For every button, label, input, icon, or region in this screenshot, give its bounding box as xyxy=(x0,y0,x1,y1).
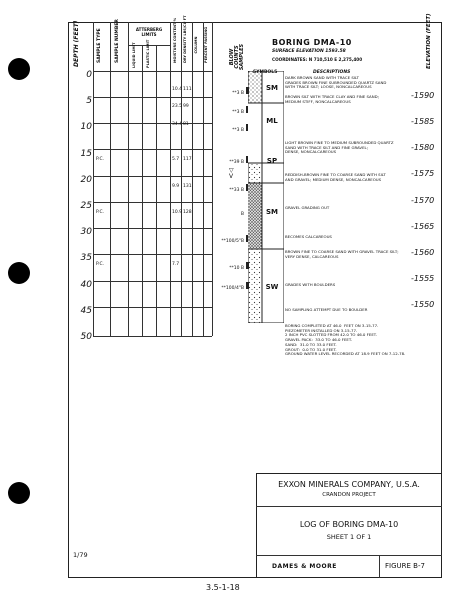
coordinates: COORDINATES: N 710,510 E 2,275,400 xyxy=(272,57,363,62)
stratum-description: DARK BROWN SAND WITH TRACE SILT GRADES BROWN FINE SUBROUNDED QUARTZ SAND WITH TRACE SILT; LOOSE, NONCALCAREOUS xyxy=(285,75,387,90)
row-line xyxy=(93,254,212,255)
dry-density-header: DRY DENSITY LBS/CU FT xyxy=(183,15,187,63)
sample-type-header: SAMPLE TYPE xyxy=(97,28,102,63)
row-line xyxy=(93,149,212,150)
percent-passing-header: PERCENT PASSING xyxy=(204,26,208,63)
elevation-label: -1585 xyxy=(411,117,435,126)
stratum-description: GRADES WITH BOULDERS xyxy=(285,282,336,287)
uscs-symbol: SP xyxy=(266,157,278,165)
blow-count: **10 B xyxy=(229,266,244,271)
title-block-divider xyxy=(256,506,442,507)
plastic-limit-header: PLASTIC LIMIT xyxy=(146,39,150,68)
blow-count: **100/5"B xyxy=(221,239,244,244)
depth-label: 30 xyxy=(80,227,92,237)
stratum-description: BROWN FINE TO COARSE SAND WITH GRAVEL TRACE SILT; VERY DENSE, CALCAREOUS xyxy=(285,249,399,259)
depth-label: 35 xyxy=(80,253,92,263)
density-value: 81 xyxy=(183,122,189,127)
blow-count: **100/4"B xyxy=(221,286,244,291)
row-line xyxy=(93,176,212,177)
elevation-header: ELEVATION (FEET) xyxy=(426,13,432,69)
depth-label: 45 xyxy=(80,306,92,316)
table-divider xyxy=(170,22,171,336)
moisture-value: 7.7 xyxy=(172,262,180,267)
table-divider xyxy=(203,22,204,336)
liquid-limit-header: LIQUID LIMIT xyxy=(132,42,136,68)
sample-number: P.C. xyxy=(96,262,105,267)
log-title: LOG OF BORING DMA-10 xyxy=(299,520,399,529)
moisture-value: 23.5 xyxy=(172,104,183,109)
moisture-value: 5.7 xyxy=(172,157,180,162)
blow-count: **3 B xyxy=(232,128,244,133)
company-name: EXXON MINERALS COMPANY, U.S.A. xyxy=(278,480,420,489)
elevation-label: -1580 xyxy=(411,143,435,152)
blow-count: **33 B xyxy=(229,188,244,193)
blow-count: **3 B xyxy=(232,91,244,96)
depth-label: 5 xyxy=(86,96,92,106)
firm-name: DAMES & MOORE xyxy=(272,563,337,570)
header-bottom-line xyxy=(93,71,212,72)
table-divider xyxy=(142,46,143,336)
sample-number: P.C. xyxy=(96,157,105,162)
boring-notes: BORING COMPLETED AT 46.0 FEET ON 3-15-77. PIEZOMETER INSTALLED ON 3-15-77. 2 INCH PVC SLOTTED FROM 42.0 TO 46.0 FEET. GRAVEL PACK: 33.0 TO 46.0 FEET. SAND: 31.0 TO 33.0 FEET. GROUT: 0.0 TO 31.0 FEET. GROUND WATER LEVEL RECORDED AT 18.9 FEET ON 7-12-78. xyxy=(285,323,406,357)
blow-count: B xyxy=(240,212,244,217)
depth-label: 10 xyxy=(80,122,92,132)
title-block-divider xyxy=(379,555,380,578)
uscs-symbol: SM xyxy=(265,84,278,92)
elevation-label: -1570 xyxy=(411,196,435,205)
uscs-symbol: SM xyxy=(265,208,278,216)
density-value: 111 xyxy=(183,87,192,92)
elevation-label: -1565 xyxy=(411,222,435,231)
page-number: 3.5-1-18 xyxy=(206,583,240,592)
elevation-label: -1555 xyxy=(411,274,435,283)
density-value: 131 xyxy=(183,184,192,189)
punch-hole-middle xyxy=(8,262,30,284)
boring-title: BORING DMA-10 xyxy=(272,38,352,47)
depth-label: 40 xyxy=(80,280,92,290)
table-divider xyxy=(192,22,193,336)
depth-label: 15 xyxy=(80,149,92,159)
atterberg-header: ATTERBERG LIMITS xyxy=(135,27,163,37)
depth-label: 20 xyxy=(80,175,92,185)
depth-header: DEPTH (FEET) xyxy=(73,20,80,67)
depth-label: 50 xyxy=(80,332,92,342)
elevation-label: -1575 xyxy=(411,169,435,178)
row-line xyxy=(93,202,212,203)
table-bottom-line xyxy=(93,336,212,337)
project-name: CRANDON PROJECT xyxy=(322,492,376,498)
water-level-marker: ▽ V xyxy=(229,167,234,180)
uscs-symbol: SW xyxy=(265,283,279,291)
depth-label: 0 xyxy=(86,70,92,80)
stratum-description: BECOMES CALCAREOUS xyxy=(285,234,332,239)
stratum-description: GRAVEL GRADING OUT xyxy=(285,205,330,210)
elevation-label: -1590 xyxy=(411,91,435,100)
surface-elevation: SURFACE ELEVATION 1593.58 xyxy=(272,49,346,54)
stratum-description: LIGHT BROWN FINE TO MEDIUM SUBROUNDED QUARTZ SAND WITH TRACE SILT AND FINE GRAVEL; DENSE, NONCALCAREOUS xyxy=(285,140,394,155)
table-divider xyxy=(212,22,213,336)
column-header: COLUMN xyxy=(194,36,198,54)
table-divider xyxy=(156,46,157,336)
density-value: 117 xyxy=(183,157,192,162)
row-line xyxy=(93,307,212,308)
title-block-divider xyxy=(256,555,442,556)
table-divider xyxy=(110,22,111,336)
table-divider xyxy=(128,22,129,336)
date-mark: 1/79 xyxy=(73,551,88,559)
depth-label: 25 xyxy=(80,201,92,211)
elevation-label: -1550 xyxy=(411,300,435,309)
stratum-description: NO SAMPLING ATTEMPT DUE TO BOULDER xyxy=(285,307,368,312)
elevation-label: -1560 xyxy=(411,248,435,257)
blow-count-header: BLOW COUNTS SAMPLES xyxy=(229,43,245,71)
moisture-value: 10.9 xyxy=(172,210,183,215)
sample-number-header: SAMPLE NUMBER xyxy=(115,19,120,63)
stratum-description: REDDISH-BROWN FINE TO COARSE SAND WITH SILT AND GRAVEL; MEDIUM DENSE, NONCALCAREOUS xyxy=(285,172,386,182)
sheet-number: SHEET 1 OF 1 xyxy=(326,533,372,541)
figure-number: FIGURE B-7 xyxy=(385,562,425,570)
row-line xyxy=(93,123,212,124)
symbols-header: SYMBOLS xyxy=(253,70,278,75)
punch-hole-bottom xyxy=(8,482,30,504)
density-value: 99 xyxy=(183,104,189,109)
moisture-value: 9.9 xyxy=(172,184,180,189)
moisture-value: 10.4 xyxy=(172,87,183,92)
row-line xyxy=(93,97,212,98)
descriptions-header: DESCRIPTIONS xyxy=(313,70,351,75)
density-value: 128 xyxy=(183,210,192,215)
row-line xyxy=(93,281,212,282)
stratum-description: BROWN SILT WITH TRACE CLAY AND FINE SAND; MEDIUM STIFF, NONCALCAREOUS xyxy=(285,94,379,104)
table-divider xyxy=(93,22,94,336)
punch-hole-top xyxy=(8,58,30,80)
uscs-symbol: ML xyxy=(266,117,278,125)
blow-count: **3 B xyxy=(232,110,244,115)
moisture-header: MOISTURE CONTENT % xyxy=(173,17,177,63)
moisture-value: 34.4 xyxy=(172,122,183,127)
sample-number: P.C. xyxy=(96,210,105,215)
blow-count: **39 B xyxy=(229,160,244,165)
table-divider xyxy=(181,22,182,336)
row-line xyxy=(93,228,212,229)
